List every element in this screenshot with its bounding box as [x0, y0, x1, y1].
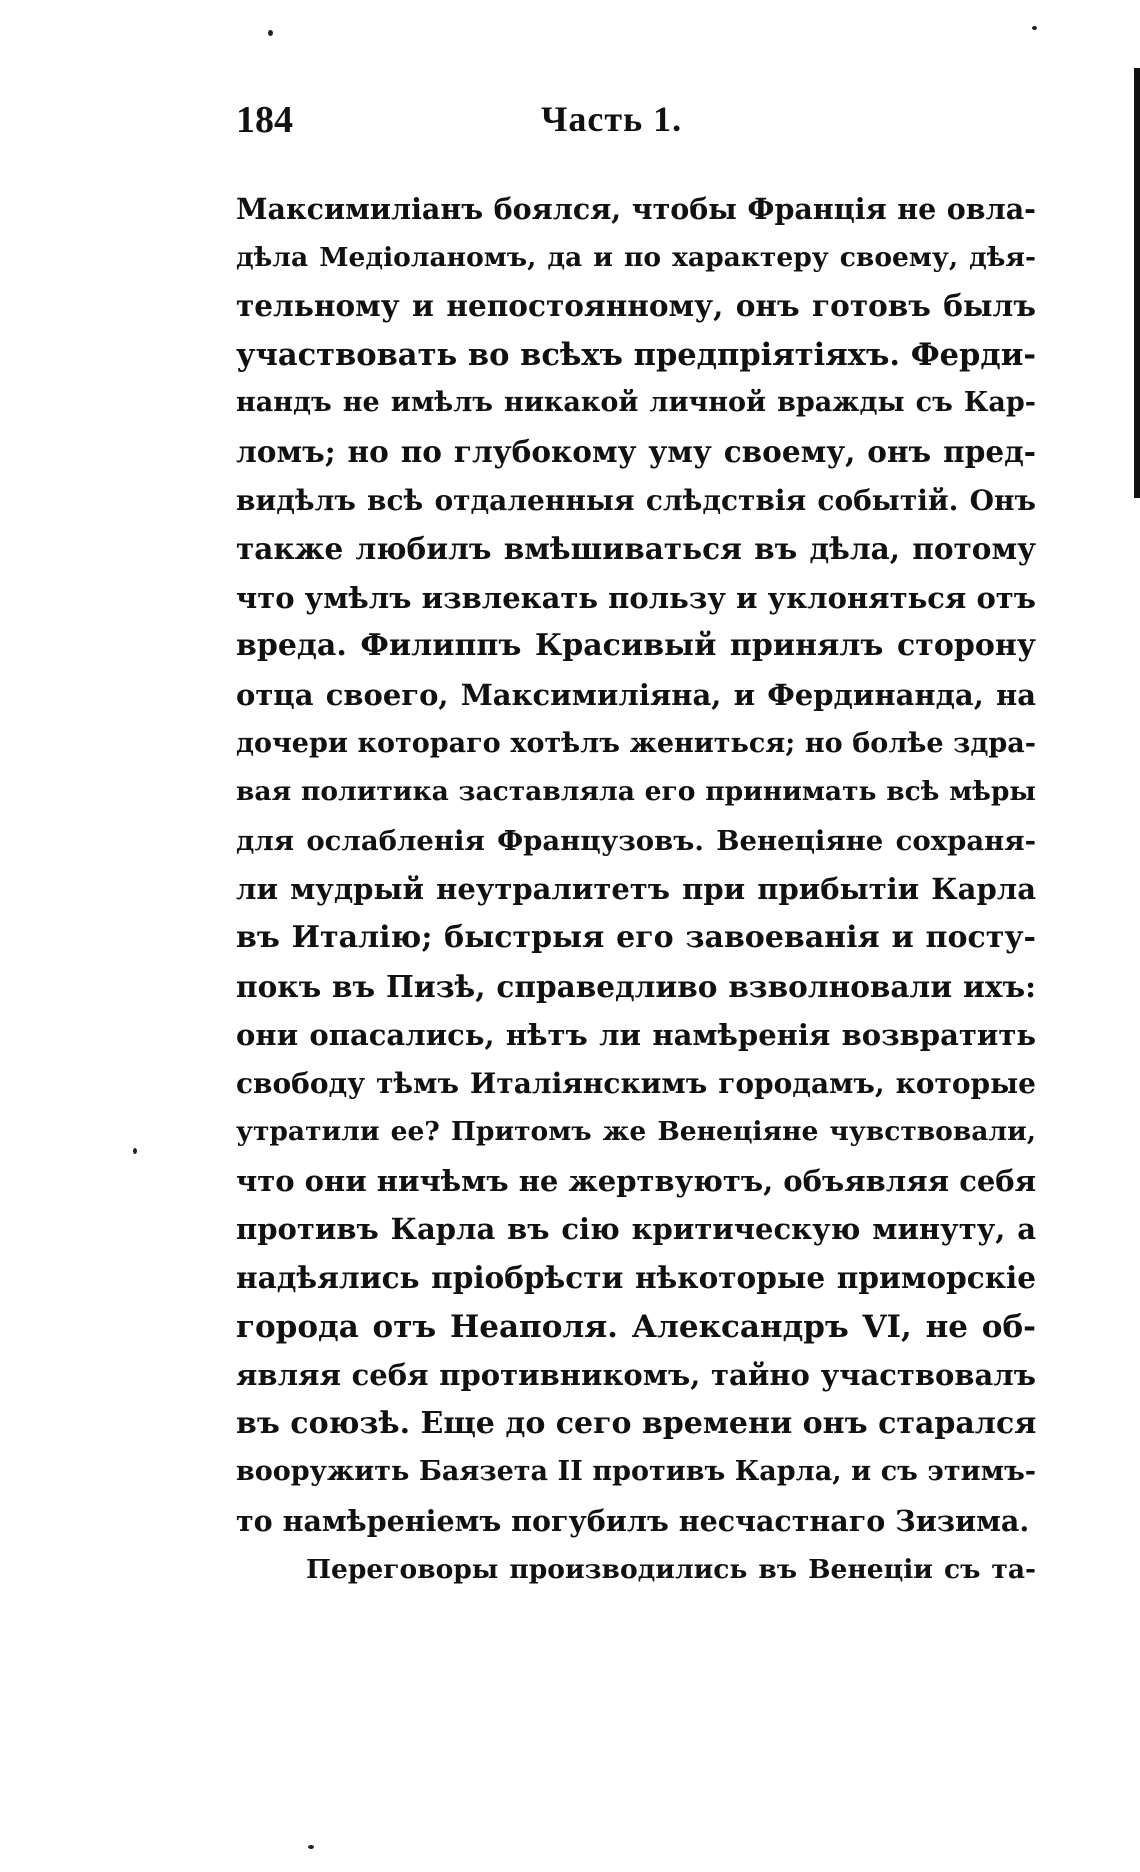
text-line: покъ въ Пизѣ, справедливо взволновали ихъ:: [236, 968, 1036, 1004]
text-line: надѣялись пріобрѣсти нѣкоторые приморскіе: [236, 1260, 1036, 1296]
text-line: они опасались, нѣтъ ли намѣренія возвратить: [236, 1018, 1036, 1053]
text-line: вооружить Баязета II противъ Карла, и съ этимъ-: [236, 1456, 1036, 1488]
text-line: вреда. Филиппъ Красивый принялъ сторону: [236, 628, 1036, 664]
text-line: дочери котораго хотѣлъ жениться; но болѣе здра-: [236, 727, 1036, 759]
text-line: нандъ не имѣлъ никакой личной вражды съ Кар-: [236, 387, 1036, 419]
text-line: города отъ Неаполя. Александръ VI, не об-: [236, 1308, 1036, 1345]
text-line: дѣла Медіоланомъ, да и по характеру своему, дѣя-: [236, 241, 1036, 273]
text-line: являя себя противникомъ, тайно участвовалъ: [236, 1358, 1036, 1393]
ink-speck: [133, 1148, 137, 1154]
text-line: въ союзѣ. Еще до сего времени онъ старался: [236, 1405, 1037, 1441]
page-header: [236, 98, 1036, 158]
text-line: свободу тѣмъ Италіянскимъ городамъ, которые: [236, 1066, 1036, 1100]
text-line: утратили ее? Притомъ же Венеціяне чувствовали,: [236, 1116, 1036, 1148]
text-line: вая политика заставляла его принимать всѣ мѣры: [236, 776, 1036, 808]
text-line: отца своего, Максимиліяна, и Фердинанда, на: [236, 677, 1036, 712]
text-line: для ослабленія Французовъ. Венеціяне сохраня-: [236, 824, 1036, 857]
ink-speck: [308, 1845, 314, 1849]
text-line: тельному и непостоянному, онъ готовъ былъ: [236, 288, 1036, 324]
text-line: что они ничѣмъ не жертвуютъ, объявляя себя: [236, 1163, 1037, 1198]
page-number: 184: [236, 99, 293, 141]
paragraph-end-line: то намѣреніемъ погубилъ несчастнаго Зизима.: [236, 1504, 1030, 1539]
text-line: что умѣлъ извлекать пользу и уклоняться отъ: [236, 580, 1036, 615]
paragraph-start-line: Переговоры производились въ Венеціи съ та-: [306, 1553, 1036, 1585]
scan-edge-shadow: [1134, 68, 1140, 498]
body-text: [236, 185, 1036, 1594]
text-line: ломъ; но по глубокому уму своему, онъ пред-: [236, 433, 1036, 469]
text-line: участвовать во всѣхъ предпріятіяхъ. Ферди-: [236, 336, 1036, 373]
ink-speck: [268, 30, 273, 36]
running-head: Часть 1.: [541, 99, 683, 139]
text-line: ли мудрый неутралитетъ при прибытіи Карла: [236, 872, 1036, 907]
text-line: въ Италію; быстрыя его завоеванія и посту-: [236, 919, 1036, 955]
text-line: видѣлъ всѣ отдаленныя слѣдствія событій. Онъ: [236, 483, 1036, 517]
text-line: Максимиліанъ боялся, чтобы Франція не овла-: [236, 192, 1036, 226]
text-line: противъ Карла въ сію критическую минуту, а: [236, 1212, 1036, 1247]
ink-speck: [1032, 26, 1037, 30]
text-line: также любилъ вмѣшиваться въ дѣла, потому: [236, 531, 1036, 567]
